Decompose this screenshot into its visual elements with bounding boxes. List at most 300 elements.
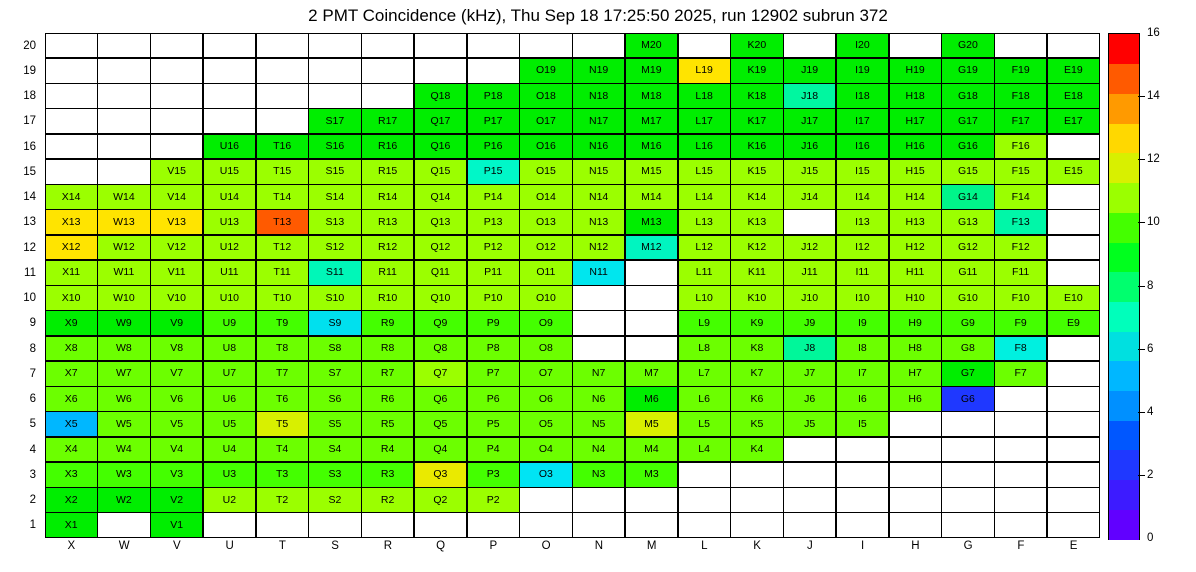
colorbar-tick-label: 14 <box>1147 90 1160 103</box>
heatmap-cell: Q16 <box>414 134 467 160</box>
heatmap-cell: W7 <box>97 361 150 387</box>
heatmap-cell <box>625 260 678 286</box>
heatmap-cell <box>308 33 361 59</box>
y-axis-tick-label: 7 <box>29 367 36 380</box>
heatmap-cell: K4 <box>730 437 783 463</box>
heatmap-cell: F17 <box>994 108 1047 134</box>
heatmap-cell <box>941 411 994 437</box>
heatmap-cell: G15 <box>941 159 994 185</box>
heatmap-cell: Q15 <box>414 159 467 185</box>
heatmap-cell <box>256 108 309 134</box>
heatmap-cell: O18 <box>519 83 572 109</box>
heatmap-cell <box>45 108 98 134</box>
heatmap-cell <box>625 487 678 513</box>
colorbar <box>1108 33 1140 540</box>
heatmap-cell: K16 <box>730 134 783 160</box>
heatmap-cell: W14 <box>97 184 150 210</box>
heatmap-cell: R12 <box>361 235 414 261</box>
y-axis-tick-label: 6 <box>29 393 36 406</box>
heatmap-cell: F8 <box>994 336 1047 362</box>
heatmap-cell <box>97 159 150 185</box>
colorbar-segment <box>1109 301 1139 331</box>
heatmap-cell: O17 <box>519 108 572 134</box>
heatmap-cell: S7 <box>308 361 361 387</box>
heatmap-cell: W8 <box>97 336 150 362</box>
heatmap-cell: R8 <box>361 336 414 362</box>
x-axis-tick-label: F <box>1017 540 1025 552</box>
heatmap-cell: M14 <box>625 184 678 210</box>
heatmap-cell: L14 <box>678 184 731 210</box>
heatmap-cell: T16 <box>256 134 309 160</box>
heatmap-cell: S6 <box>308 386 361 412</box>
heatmap-cell <box>678 462 731 488</box>
heatmap-cell: X1 <box>45 512 98 538</box>
x-axis-tick-label: O <box>541 540 551 552</box>
heatmap-cell: Q6 <box>414 386 467 412</box>
heatmap-cell <box>783 512 836 538</box>
heatmap-cell <box>361 512 414 538</box>
colorbar-tick-label: 10 <box>1147 216 1160 229</box>
heatmap-cell <box>730 487 783 513</box>
heatmap-cell: U11 <box>203 260 256 286</box>
heatmap-cell: Q3 <box>414 462 467 488</box>
heatmap-cell: Q17 <box>414 108 467 134</box>
heatmap-cell: H13 <box>889 209 942 235</box>
heatmap-cell: Q8 <box>414 336 467 362</box>
heatmap-cell <box>730 462 783 488</box>
x-axis-tick-label: N <box>594 540 604 552</box>
heatmap-cell: W12 <box>97 235 150 261</box>
heatmap-cell: R16 <box>361 134 414 160</box>
heatmap-cell: J9 <box>783 310 836 336</box>
heatmap-cell: J19 <box>783 58 836 84</box>
heatmap-cell: R2 <box>361 487 414 513</box>
heatmap-cell: O8 <box>519 336 572 362</box>
heatmap-cell: T13 <box>256 209 309 235</box>
heatmap-cell <box>994 512 1047 538</box>
heatmap-cell <box>889 437 942 463</box>
x-axis-tick-label: H <box>911 540 920 552</box>
colorbar-segment <box>1109 509 1139 539</box>
colorbar-segment <box>1109 212 1139 242</box>
heatmap-cell <box>1047 512 1100 538</box>
heatmap-cell: Q4 <box>414 437 467 463</box>
heatmap-cell: I9 <box>836 310 889 336</box>
heatmap-cell: S14 <box>308 184 361 210</box>
colorbar-tick-label: 0 <box>1147 532 1154 544</box>
heatmap-cell: T6 <box>256 386 309 412</box>
y-axis-tick-label: 5 <box>29 418 36 431</box>
heatmap-cell <box>1047 487 1100 513</box>
heatmap-cell: V13 <box>150 209 203 235</box>
heatmap-cell: I7 <box>836 361 889 387</box>
heatmap-cell: S17 <box>308 108 361 134</box>
colorbar-tick-mark <box>1138 159 1145 160</box>
heatmap-cell: G9 <box>941 310 994 336</box>
heatmap-cell: K20 <box>730 33 783 59</box>
heatmap-cell: S3 <box>308 462 361 488</box>
x-axis-tick-label: M <box>646 540 657 552</box>
heatmap-cell <box>308 512 361 538</box>
heatmap-cell <box>994 33 1047 59</box>
heatmap-cell <box>836 512 889 538</box>
heatmap-cell <box>1047 411 1100 437</box>
heatmap-cell <box>678 487 731 513</box>
colorbar-tick-label: 4 <box>1147 405 1154 418</box>
heatmap-cell: F14 <box>994 184 1047 210</box>
heatmap-cell: L10 <box>678 285 731 311</box>
heatmap-cell: I5 <box>836 411 889 437</box>
heatmap-cell: M15 <box>625 159 678 185</box>
heatmap-cell: I18 <box>836 83 889 109</box>
heatmap-cell: F7 <box>994 361 1047 387</box>
heatmap-cell: F11 <box>994 260 1047 286</box>
heatmap-cell: P11 <box>467 260 520 286</box>
heatmap-cell: G16 <box>941 134 994 160</box>
heatmap-cell: J10 <box>783 285 836 311</box>
heatmap-cell: O7 <box>519 361 572 387</box>
heatmap-cell: I14 <box>836 184 889 210</box>
heatmap-cell: F13 <box>994 209 1047 235</box>
heatmap-cell: X5 <box>45 411 98 437</box>
x-axis-tick-label: V <box>173 540 181 552</box>
heatmap-cell: W11 <box>97 260 150 286</box>
heatmap-cell: G17 <box>941 108 994 134</box>
heatmap-cell <box>625 285 678 311</box>
y-axis-tick-label: 9 <box>29 317 36 330</box>
heatmap-cell: N3 <box>572 462 625 488</box>
heatmap-cell <box>678 33 731 59</box>
heatmap-cell: P6 <box>467 386 520 412</box>
x-axis-labels <box>45 540 1100 560</box>
heatmap-cell <box>783 437 836 463</box>
colorbar-tick-label: 16 <box>1147 27 1160 39</box>
heatmap-cell <box>414 58 467 84</box>
heatmap-cell: W2 <box>97 487 150 513</box>
heatmap-cell <box>150 58 203 84</box>
heatmap-cell: P16 <box>467 134 520 160</box>
heatmap-cell: M16 <box>625 134 678 160</box>
heatmap-cell: L9 <box>678 310 731 336</box>
colorbar-tick-label: 2 <box>1147 468 1154 481</box>
heatmap-cell: M4 <box>625 437 678 463</box>
heatmap-cell <box>994 411 1047 437</box>
heatmap-cell: N11 <box>572 260 625 286</box>
heatmap-cell: X11 <box>45 260 98 286</box>
heatmap-cell: Q5 <box>414 411 467 437</box>
heatmap-cell: G7 <box>941 361 994 387</box>
heatmap-cell <box>994 462 1047 488</box>
heatmap-cell: J7 <box>783 361 836 387</box>
heatmap-cell <box>256 33 309 59</box>
heatmap-cell: K6 <box>730 386 783 412</box>
y-axis-labels <box>0 33 40 538</box>
heatmap-cell: U16 <box>203 134 256 160</box>
heatmap-cell: X7 <box>45 361 98 387</box>
heatmap-cell <box>150 33 203 59</box>
chart-title: 2 PMT Coincidence (kHz), Thu Sep 18 17:25:50 2025, run 12902 subrun 372 <box>308 6 888 25</box>
heatmap-cell: G8 <box>941 336 994 362</box>
heatmap-cell <box>572 33 625 59</box>
heatmap-cell: P18 <box>467 83 520 109</box>
heatmap-cell <box>1047 336 1100 362</box>
heatmap-cell <box>889 512 942 538</box>
x-axis-tick-label: X <box>67 540 76 552</box>
heatmap-cell <box>150 83 203 109</box>
heatmap-cell <box>97 33 150 59</box>
heatmap-cell <box>783 487 836 513</box>
colorbar-tick-label: 6 <box>1147 342 1154 355</box>
heatmap-cell: O9 <box>519 310 572 336</box>
heatmap-cell <box>625 310 678 336</box>
heatmap-cell <box>994 487 1047 513</box>
y-axis-tick-label: 4 <box>29 443 36 456</box>
heatmap-cell: U2 <box>203 487 256 513</box>
heatmap-cell: K19 <box>730 58 783 84</box>
heatmap-cell: W9 <box>97 310 150 336</box>
heatmap-cell: F10 <box>994 285 1047 311</box>
heatmap-cell <box>1047 134 1100 160</box>
heatmap-cell: T11 <box>256 260 309 286</box>
heatmap-cell: X13 <box>45 209 98 235</box>
heatmap-cell: V3 <box>150 462 203 488</box>
heatmap-cell <box>941 462 994 488</box>
heatmap-cell: V9 <box>150 310 203 336</box>
heatmap-cell: E17 <box>1047 108 1100 134</box>
heatmap-cell: U6 <box>203 386 256 412</box>
heatmap-cell: J12 <box>783 235 836 261</box>
x-axis-tick-label: G <box>963 540 973 552</box>
y-axis-tick-label: 12 <box>23 241 36 254</box>
heatmap-cell: O15 <box>519 159 572 185</box>
heatmap-cell <box>519 33 572 59</box>
heatmap-cell: P4 <box>467 437 520 463</box>
heatmap-cell: H14 <box>889 184 942 210</box>
heatmap-cell: R17 <box>361 108 414 134</box>
heatmap-cell: L5 <box>678 411 731 437</box>
heatmap-cell: I6 <box>836 386 889 412</box>
x-axis-tick-label: Q <box>436 540 446 552</box>
heatmap-cell: K18 <box>730 83 783 109</box>
colorbar-tick-mark <box>1138 286 1145 287</box>
heatmap-cell: H16 <box>889 134 942 160</box>
heatmap-cell: N5 <box>572 411 625 437</box>
x-axis-tick-label: L <box>701 540 708 552</box>
heatmap-cell: O3 <box>519 462 572 488</box>
heatmap-cell: Q9 <box>414 310 467 336</box>
heatmap-cell <box>45 33 98 59</box>
heatmap-cell: X8 <box>45 336 98 362</box>
x-axis-tick-label: K <box>753 540 761 552</box>
heatmap-cell: V6 <box>150 386 203 412</box>
heatmap-cell: F9 <box>994 310 1047 336</box>
heatmap-cell: R15 <box>361 159 414 185</box>
x-axis-tick-label: W <box>118 540 130 552</box>
heatmap-cell: E15 <box>1047 159 1100 185</box>
heatmap-grid <box>45 33 1100 538</box>
heatmap-plot-area <box>45 33 1100 538</box>
y-axis-tick-label: 13 <box>23 216 36 229</box>
x-axis-tick-label: U <box>225 540 234 552</box>
heatmap-cell: O6 <box>519 386 572 412</box>
heatmap-cell <box>572 336 625 362</box>
heatmap-cell: X14 <box>45 184 98 210</box>
heatmap-cell: H8 <box>889 336 942 362</box>
heatmap-cell: S5 <box>308 411 361 437</box>
heatmap-cell: P15 <box>467 159 520 185</box>
heatmap-cell: Q2 <box>414 487 467 513</box>
y-axis-tick-label: 10 <box>23 292 36 305</box>
heatmap-cell: O12 <box>519 235 572 261</box>
heatmap-cell: L8 <box>678 336 731 362</box>
heatmap-cell: J5 <box>783 411 836 437</box>
heatmap-cell <box>150 134 203 160</box>
heatmap-cell: G12 <box>941 235 994 261</box>
heatmap-cell: G13 <box>941 209 994 235</box>
heatmap-cell: V8 <box>150 336 203 362</box>
y-axis-tick-label: 18 <box>23 90 36 103</box>
colorbar-tick-label: 12 <box>1147 153 1160 166</box>
heatmap-cell: V14 <box>150 184 203 210</box>
x-axis-tick-label: P <box>489 540 498 552</box>
heatmap-cell: G20 <box>941 33 994 59</box>
colorbar-segment <box>1109 331 1139 361</box>
heatmap-cell: F12 <box>994 235 1047 261</box>
heatmap-cell: J17 <box>783 108 836 134</box>
heatmap-cell: N7 <box>572 361 625 387</box>
colorbar-tick-mark <box>1138 222 1145 223</box>
heatmap-cell <box>941 512 994 538</box>
heatmap-cell <box>1047 33 1100 59</box>
heatmap-cell: L15 <box>678 159 731 185</box>
heatmap-cell: W5 <box>97 411 150 437</box>
heatmap-cell: E19 <box>1047 58 1100 84</box>
heatmap-cell: U15 <box>203 159 256 185</box>
heatmap-cell: N19 <box>572 58 625 84</box>
heatmap-cell: F18 <box>994 83 1047 109</box>
heatmap-cell: W4 <box>97 437 150 463</box>
heatmap-cell: M17 <box>625 108 678 134</box>
heatmap-cell <box>836 437 889 463</box>
heatmap-cell: V10 <box>150 285 203 311</box>
heatmap-cell: T8 <box>256 336 309 362</box>
heatmap-cell <box>1047 235 1100 261</box>
heatmap-cell: M3 <box>625 462 678 488</box>
heatmap-cell: L19 <box>678 58 731 84</box>
colorbar-segment <box>1109 480 1139 510</box>
heatmap-cell: O10 <box>519 285 572 311</box>
heatmap-cell <box>361 83 414 109</box>
heatmap-cell: L17 <box>678 108 731 134</box>
y-axis-tick-label: 17 <box>23 115 36 128</box>
heatmap-cell: P5 <box>467 411 520 437</box>
heatmap-cell <box>1047 462 1100 488</box>
heatmap-cell <box>572 487 625 513</box>
heatmap-cell <box>97 58 150 84</box>
colorbar-segment <box>1109 420 1139 450</box>
heatmap-cell: I11 <box>836 260 889 286</box>
heatmap-cell: G14 <box>941 184 994 210</box>
heatmap-cell: U14 <box>203 184 256 210</box>
heatmap-cell: J6 <box>783 386 836 412</box>
heatmap-cell: S12 <box>308 235 361 261</box>
heatmap-cell <box>941 487 994 513</box>
heatmap-cell: J11 <box>783 260 836 286</box>
heatmap-cell: U8 <box>203 336 256 362</box>
heatmap-cell: S2 <box>308 487 361 513</box>
heatmap-cell: K17 <box>730 108 783 134</box>
x-axis-tick-label: E <box>1069 540 1078 552</box>
heatmap-cell: J18 <box>783 83 836 109</box>
colorbar-segment <box>1109 450 1139 480</box>
heatmap-cell <box>45 159 98 185</box>
heatmap-cell <box>783 209 836 235</box>
heatmap-cell: N13 <box>572 209 625 235</box>
heatmap-cell <box>889 411 942 437</box>
y-axis-tick-label: 11 <box>24 266 36 279</box>
heatmap-cell: R10 <box>361 285 414 311</box>
heatmap-cell: T10 <box>256 285 309 311</box>
heatmap-cell: G11 <box>941 260 994 286</box>
x-axis-tick-label: I <box>861 540 865 552</box>
heatmap-cell: K15 <box>730 159 783 185</box>
heatmap-cell <box>45 58 98 84</box>
heatmap-cell: H6 <box>889 386 942 412</box>
heatmap-cell: S16 <box>308 134 361 160</box>
heatmap-cell: X2 <box>45 487 98 513</box>
heatmap-cell <box>97 83 150 109</box>
colorbar-segment <box>1109 93 1139 123</box>
heatmap-cell: U3 <box>203 462 256 488</box>
heatmap-cell: K11 <box>730 260 783 286</box>
heatmap-cell: V15 <box>150 159 203 185</box>
heatmap-cell: M6 <box>625 386 678 412</box>
heatmap-cell: H17 <box>889 108 942 134</box>
heatmap-cell: E18 <box>1047 83 1100 109</box>
heatmap-cell <box>889 33 942 59</box>
heatmap-cell <box>889 462 942 488</box>
heatmap-cell: R4 <box>361 437 414 463</box>
heatmap-cell: N6 <box>572 386 625 412</box>
heatmap-cell: U4 <box>203 437 256 463</box>
heatmap-cell: F15 <box>994 159 1047 185</box>
heatmap-cell: S13 <box>308 209 361 235</box>
heatmap-cell: H18 <box>889 83 942 109</box>
heatmap-cell: I10 <box>836 285 889 311</box>
heatmap-cell <box>678 512 731 538</box>
heatmap-cell: K7 <box>730 361 783 387</box>
colorbar-segment <box>1109 183 1139 213</box>
heatmap-cell <box>1047 184 1100 210</box>
x-axis-tick-label: T <box>278 540 286 552</box>
heatmap-cell: V1 <box>150 512 203 538</box>
heatmap-cell: S8 <box>308 336 361 362</box>
heatmap-cell: N18 <box>572 83 625 109</box>
heatmap-cell: O11 <box>519 260 572 286</box>
heatmap-cell: R13 <box>361 209 414 235</box>
heatmap-cell: U9 <box>203 310 256 336</box>
heatmap-cell: N17 <box>572 108 625 134</box>
heatmap-cell: N4 <box>572 437 625 463</box>
heatmap-cell: F19 <box>994 58 1047 84</box>
heatmap-cell: P7 <box>467 361 520 387</box>
heatmap-cell <box>941 437 994 463</box>
heatmap-cell: P10 <box>467 285 520 311</box>
colorbar-tick-mark <box>1138 412 1145 413</box>
heatmap-cell <box>150 108 203 134</box>
heatmap-cell: K14 <box>730 184 783 210</box>
heatmap-cell: I19 <box>836 58 889 84</box>
